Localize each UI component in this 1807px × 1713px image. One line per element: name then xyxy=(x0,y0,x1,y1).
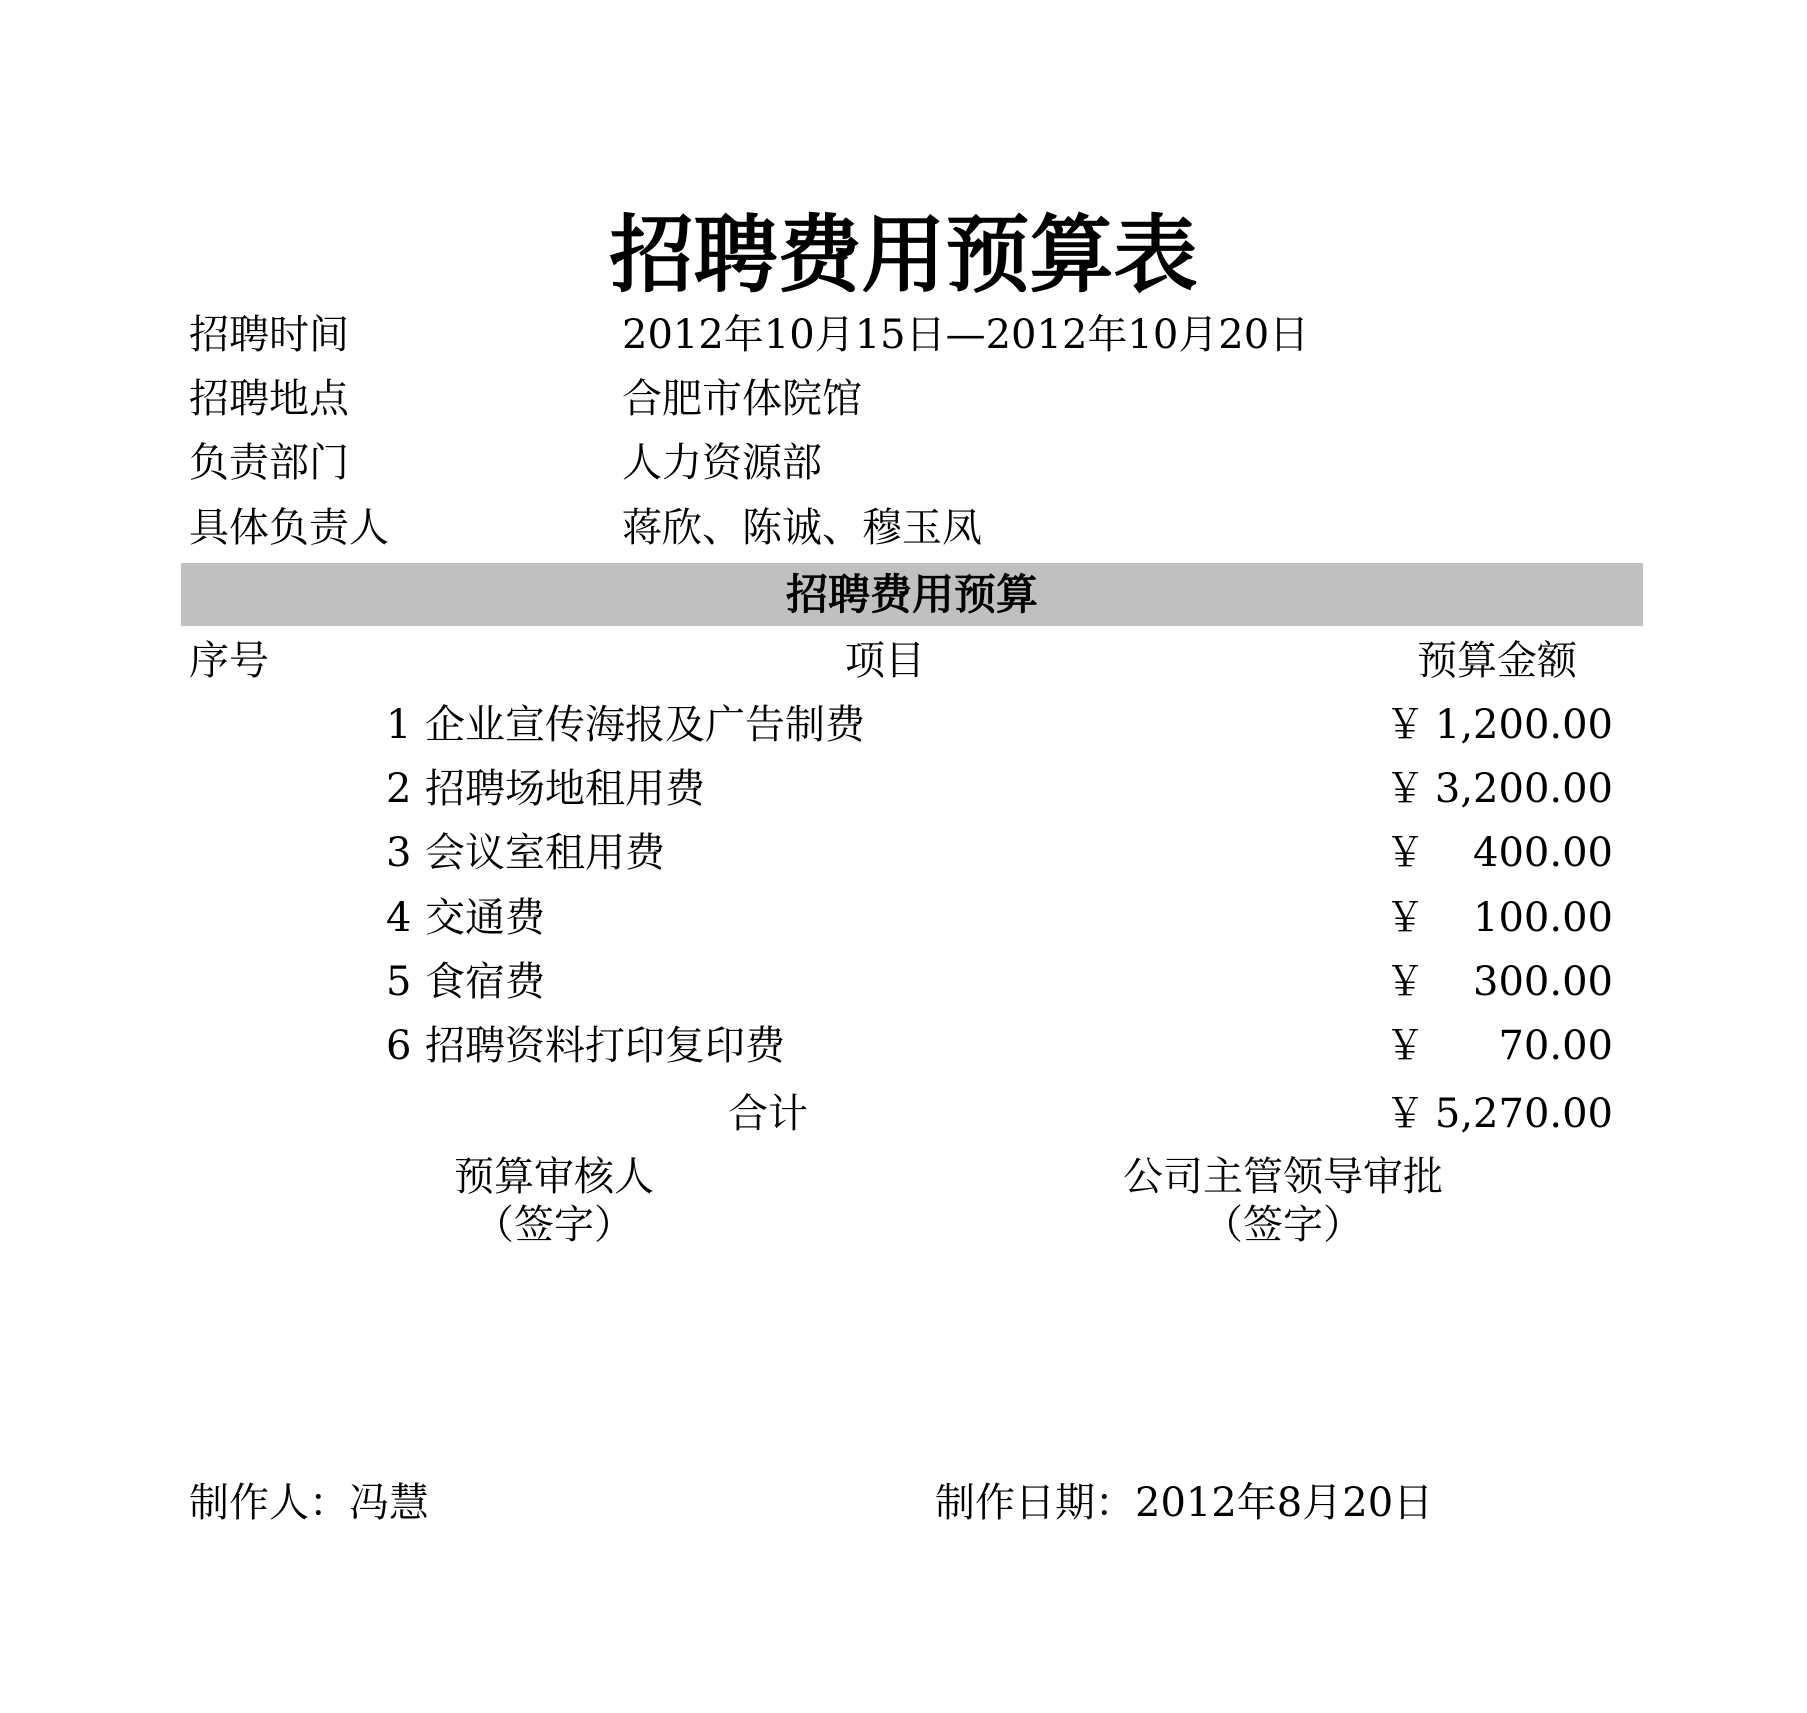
info-value-time: 2012年10月15日—2012年10月20日 xyxy=(622,312,1310,358)
section-header: 招聘费用预算 xyxy=(181,563,1643,626)
row-amount: 3,200.00 xyxy=(1434,766,1613,812)
info-label-time: 招聘时间 xyxy=(189,312,349,358)
signature-reviewer-title: 预算审核人 xyxy=(454,1154,654,1200)
info-value-location: 合肥市体院馆 xyxy=(622,376,862,422)
row-item-name: 招聘资料打印复印费 xyxy=(425,1023,785,1069)
row-item-name: 会议室租用费 xyxy=(425,830,665,876)
info-label-location: 招聘地点 xyxy=(189,376,349,422)
row-number: 2 xyxy=(386,766,412,812)
column-header-item: 项目 xyxy=(845,638,925,684)
currency-symbol: ￥ xyxy=(1385,702,1425,748)
row-amount: 300.00 xyxy=(1473,959,1613,1005)
column-header-amount: 预算金额 xyxy=(1417,638,1577,684)
currency-symbol: ￥ xyxy=(1385,1091,1425,1137)
row-number: 4 xyxy=(386,895,412,941)
row-number: 5 xyxy=(386,959,412,1005)
signature-reviewer-note: （签字） xyxy=(474,1202,634,1248)
total-label: 合计 xyxy=(728,1091,808,1137)
currency-symbol: ￥ xyxy=(1385,766,1425,812)
info-label-department: 负责部门 xyxy=(189,440,349,486)
footer-maker: 制作人：冯慧 xyxy=(189,1480,429,1526)
row-item-name: 招聘场地租用费 xyxy=(425,766,705,812)
row-number: 1 xyxy=(386,702,412,748)
info-value-department: 人力资源部 xyxy=(622,440,822,486)
currency-symbol: ￥ xyxy=(1385,1023,1425,1069)
total-amount: 5,270.00 xyxy=(1434,1091,1613,1137)
row-item-name: 交通费 xyxy=(425,895,545,941)
signature-approver-note: （签字） xyxy=(1203,1202,1363,1248)
row-number: 3 xyxy=(386,830,412,876)
row-amount: 400.00 xyxy=(1473,830,1613,876)
info-label-persons: 具体负责人 xyxy=(189,505,389,551)
row-amount: 1,200.00 xyxy=(1434,702,1613,748)
info-value-persons: 蒋欣、陈诚、穆玉凤 xyxy=(622,505,982,551)
footer-date: 制作日期：2012年8月20日 xyxy=(935,1480,1434,1526)
page-title: 招聘费用预算表 xyxy=(609,205,1198,304)
row-item-name: 食宿费 xyxy=(425,959,545,1005)
row-number: 6 xyxy=(386,1023,412,1069)
currency-symbol: ￥ xyxy=(1385,895,1425,941)
row-item-name: 企业宣传海报及广告制费 xyxy=(425,702,865,748)
currency-symbol: ￥ xyxy=(1385,830,1425,876)
row-amount: 100.00 xyxy=(1473,895,1613,941)
signature-approver-title: 公司主管领导审批 xyxy=(1123,1154,1443,1200)
column-header-seq: 序号 xyxy=(189,638,269,684)
currency-symbol: ￥ xyxy=(1385,959,1425,1005)
row-amount: 70.00 xyxy=(1498,1023,1613,1069)
